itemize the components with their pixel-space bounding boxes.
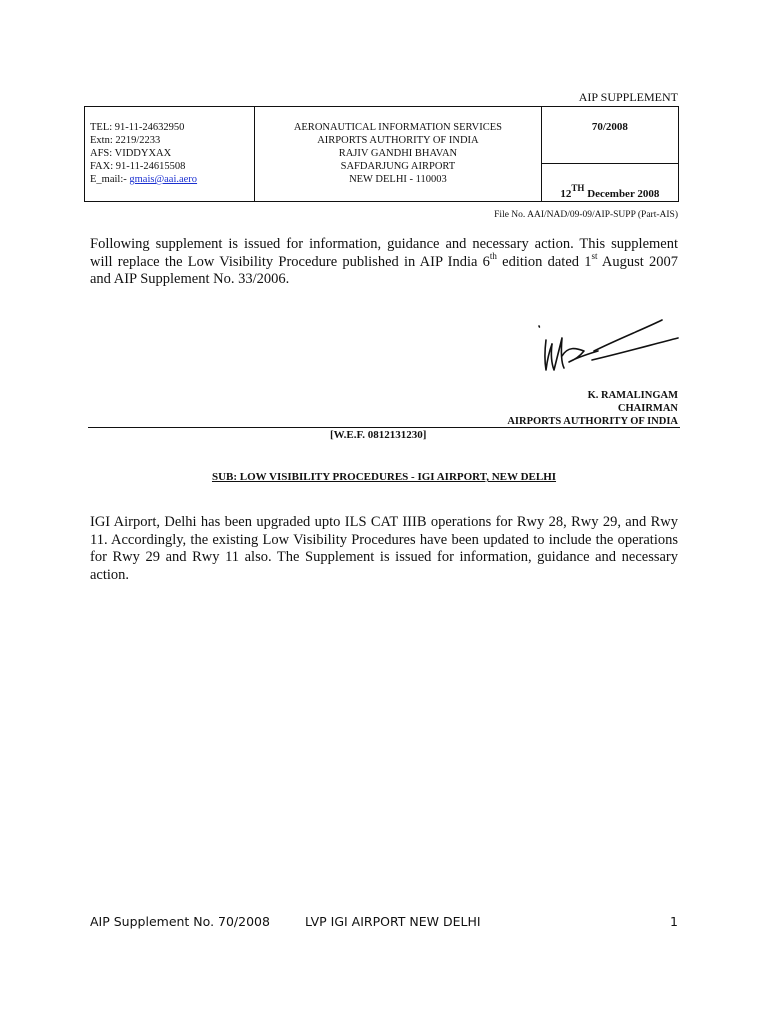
organization-address — [255, 107, 542, 202]
body-paragraph: IGI Airport, Delhi has been upgraded upto ILS CAT IIIB operations for Rwy 28, Rwy 29, and Rwy 11. Accordingly, the existing Low Visibility Procedures have been updated to include the operations for Rwy 29 and Rwy 11 also. The Supplement is issued for information, guidance and necessary action. — [90, 514, 678, 583]
effective-date: [W.E.F. 0812131230] — [330, 429, 427, 441]
email-line — [90, 173, 254, 186]
email-link[interactable]: gmais@aai.aero — [129, 174, 198, 185]
date-suffix: TH — [571, 183, 585, 194]
subject-text: SUB: LOW VISIBILITY PROCEDURES - IGI AIRPORT, NEW DELHI — [211, 471, 557, 483]
org-line-2: AIRPORTS AUTHORITY OF INDIA — [317, 135, 479, 146]
telephone: TEL: 91-11-24632950 — [90, 122, 185, 133]
intro-paragraph — [90, 236, 678, 289]
afs-address: AFS: VIDDYXAX — [90, 148, 172, 159]
intro-sup-1: th — [489, 250, 497, 261]
signatory-organization: AIRPORTS AUTHORITY OF INDIA — [507, 416, 678, 427]
signatory-title: CHAIRMAN — [617, 403, 678, 414]
signature-image — [536, 318, 684, 382]
subject-heading — [84, 471, 684, 483]
org-line-3: RAJIV GANDHI BHAVAN — [338, 148, 458, 159]
org-line-1: AERONAUTICAL INFORMATION SERVICES — [293, 122, 503, 133]
intro-text-3: August 2007 and AIP Supplement No. 33/2006. — [90, 253, 679, 287]
date-rest: December 2008 — [584, 188, 660, 200]
email-prefix: E_mail:- — [90, 174, 130, 185]
divider-line — [88, 427, 680, 428]
intro-text-2: edition dated 1 — [496, 253, 592, 270]
org-line-4: SAFDARJUNG AIRPORT — [340, 161, 456, 172]
file-number: File No. AAI/NAD/09-09/AIP-SUPP (Part-AIS) — [494, 210, 678, 220]
intro-text-1: Following supplement is issued for information, guidance and necessary action. This supplement will replace the Low Visibility Procedure published in AIP India 6 — [90, 236, 678, 270]
contact-details — [85, 107, 255, 202]
supplement-number: 70/2008 — [541, 107, 678, 164]
org-line-5: NEW DELHI - 110003 — [349, 174, 447, 185]
footer-title: LVP IGI AIRPORT NEW DELHI — [305, 914, 481, 929]
intro-sup-2: st — [591, 250, 598, 261]
document-type-label: AIP SUPPLEMENT — [578, 90, 678, 104]
issue-date — [541, 164, 678, 202]
fax: FAX: 91-11-24615508 — [90, 161, 186, 172]
header-table — [84, 106, 679, 202]
page-number: 1 — [670, 914, 678, 929]
signatory-name: K. RAMALINGAM — [587, 390, 678, 401]
date-day: 12 — [560, 188, 572, 200]
extension: Extn: 2219/2233 — [90, 135, 161, 146]
footer-supplement-number: AIP Supplement No. 70/2008 — [90, 914, 270, 929]
